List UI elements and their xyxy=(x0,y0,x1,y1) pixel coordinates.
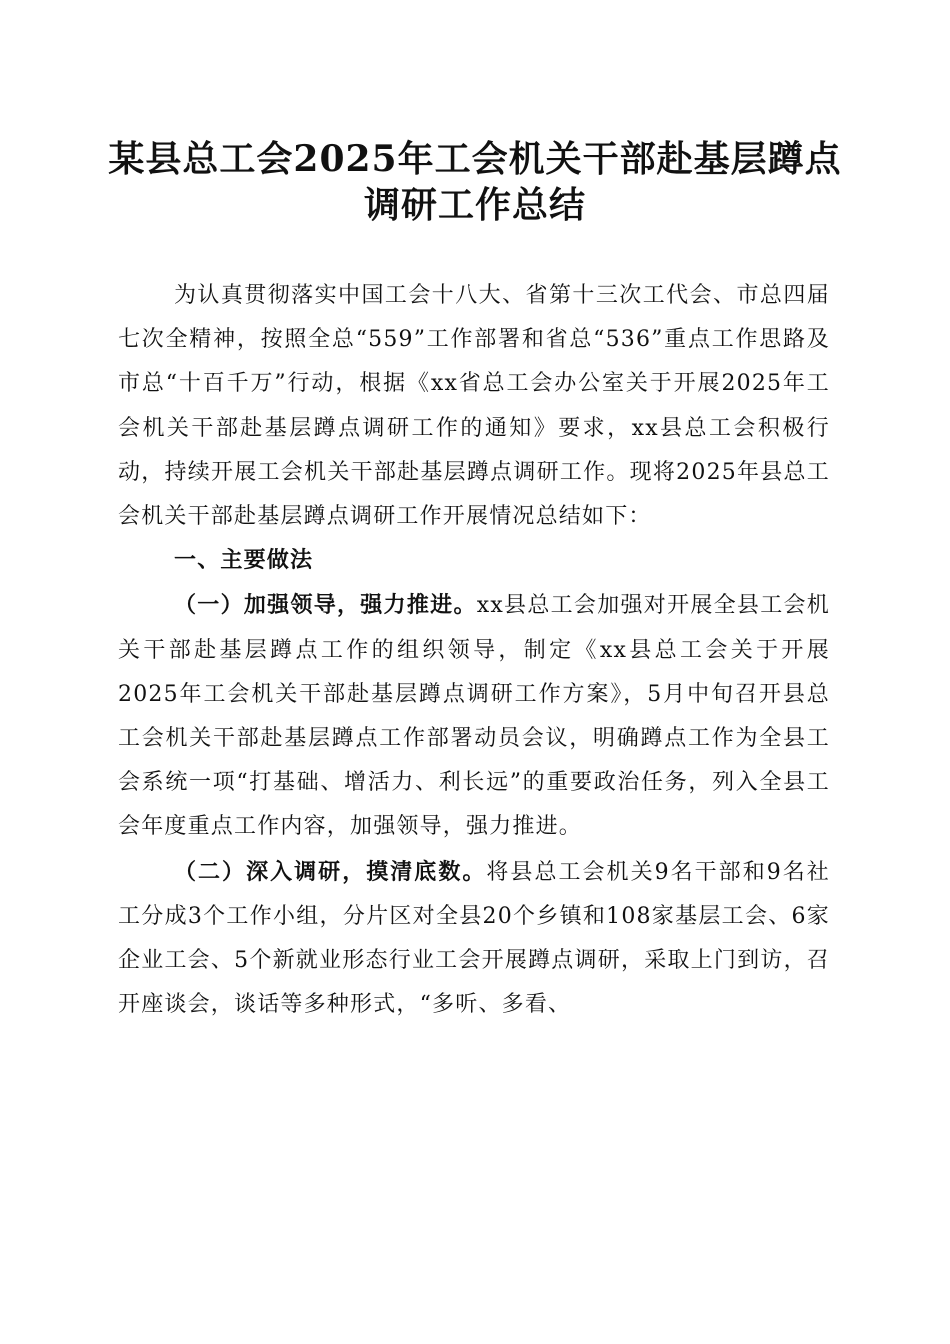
document-body xyxy=(118,274,830,1027)
item-2-paragraph xyxy=(118,850,830,1028)
item-2-lead: （二）深入调研，摸清底数。 xyxy=(174,858,487,885)
intro-paragraph: 为认真贯彻落实中国工会十八大、省第十三次工代会、市总四届七次全精神，按照全总“559”工作部署和省总“536”重点工作思路及市总“十百千万”行动，根据《xx省总工会办公室关于开展2025年工会机关干部赴基层蹲点调研工作的通知》要求，xx县总工会积极行动，持续开展工会机关干部赴基层蹲点调研工作。现将2025年县总工会机关干部赴基层蹲点调研工作开展情况总结如下： xyxy=(118,283,830,530)
document-title-line-1: 某县总工会2025年工会机关干部赴基层蹲点 xyxy=(108,138,842,180)
item-2-text: 将县总工会机关9名干部和9名社工分成3个工作小组，分片区对全县20个乡镇和108家基层工会、6家企业工会、5个新就业形态行业工会开展蹲点调研，采取上门到访，召开座谈会，谈话等多种形式，“多听、多看、 xyxy=(118,859,830,1018)
item-1-text: xx县总工会加强对开展全县工会机关干部赴基层蹲点工作的组织领导，制定《xx县总工会关于开展2025年工会机关干部赴基层蹲点调研工作方案》，5月中旬召开县总工会机关干部赴基层蹲点工作部署动员会议，明确蹲点工作为全县工会系统一项“打基础、增活力、利长远”的重要政治任务，列入全县工会年度重点工作内容，加强领导，强力推进。 xyxy=(118,593,830,840)
section-heading-main-practices: 一、主要做法 xyxy=(174,548,314,574)
document-title-line-2: 调研工作总结 xyxy=(363,184,586,226)
item-1-paragraph xyxy=(118,583,830,849)
item-1-lead: （一）加强领导，强力推进。 xyxy=(174,592,477,619)
